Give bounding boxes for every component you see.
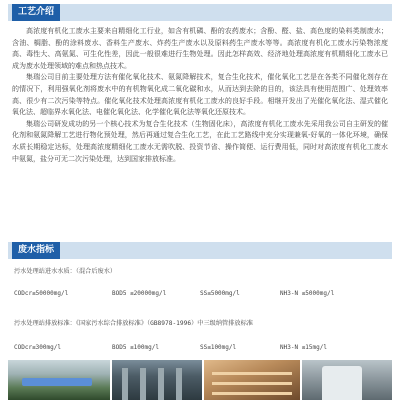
sedimentation-tank-photo (8, 360, 110, 400)
paragraph-3: 集瑞公司研发成功的另一个核心技术为复合生化技术（生物固化床），高浓度有机化工废水先采用我公司自主研发的催化剂和氨氮降解工艺进行物化预处理，然后再通过复合生化工艺，在此工艺路线中充分实现兼氧-好氧的一体化环境，确保水质长期稳定达标，处理高浓度精细化工废水无需吹脱、投资节省、操作简便、运行费用低，同时对高浓度有机化工废水中氨氮，盐分可无二次污染处理，达到国家排放标准。 (12, 119, 388, 163)
discharge-ss: SS≤100mg/l (200, 344, 237, 351)
treatment-plant-photo (112, 360, 202, 400)
discharge-cod: CODcr≤300mg/l (14, 344, 61, 351)
discharge-bod: BOD5 ≤100mg/l (112, 344, 159, 351)
section-title-process: 工艺介绍 (12, 4, 60, 21)
photo-strip (8, 360, 392, 400)
paragraph-2: 集瑞公司目前主要处理方法有催化氧化技术、氨氮降解技术，复合生化技术，催化氧化工艺是在各类不同催化剂存在的情况下，利用强氧化剂将废水中的有机物氧化成二氧化碳和水，从而达到去除的目的，该法具有使用范围广、处理效率高、很少有二次污染等特点。催化氧化技术处理高浓度有机化工废水的良好手段。相继开发出了光催化氧化法、湿式催化氧化法、超临界水氧化法、电催化氧化法、化学催化氧化法等氧化还原技术。 (12, 73, 388, 117)
intake-nh3n: NH3-N ≤5000mg/l (280, 290, 335, 297)
equipment-photo (302, 360, 392, 400)
discharge-label-text: 污水处理站排放标准：《国家污水综合排放标准》（GB8978-1996）中三级纳管排放标准 (14, 320, 253, 327)
discharge-nh3n: NH3-N ≤15mg/l (280, 344, 327, 351)
intake-label-text: 污水处理站进水水质：（混合后废水） (14, 268, 117, 275)
section-title-indicators: 废水指标 (12, 242, 60, 259)
workshop-photo (204, 360, 300, 400)
section-header-process (8, 4, 392, 21)
intake-bod: BOD5 ≤20000mg/l (112, 290, 167, 297)
paragraph-1: 高浓度有机化工废水主要来自精细化工行业，如含有机磷、酚的农药废水；含酚、醛、盐、高色度的染料类制废水；含油、榈脂、酚的涂料废水、香料生产废水、炸药生产废水以及原料药生产废水等等。高浓度有机化工废水污染物浓度高、毒性大、高氨氮、可生化性差，因此一般很难进行生物处理。因此怎样高效、经济地处理高浓度有机精细化工废水已成为废水处理领域的难点和热点技术。 (12, 27, 388, 70)
process-description (12, 26, 388, 165)
intake-ss: SS≤5000mg/l (200, 290, 240, 297)
section-header-indicators (8, 242, 392, 259)
intake-cod: CODcr≤50000mg/l (14, 290, 69, 297)
